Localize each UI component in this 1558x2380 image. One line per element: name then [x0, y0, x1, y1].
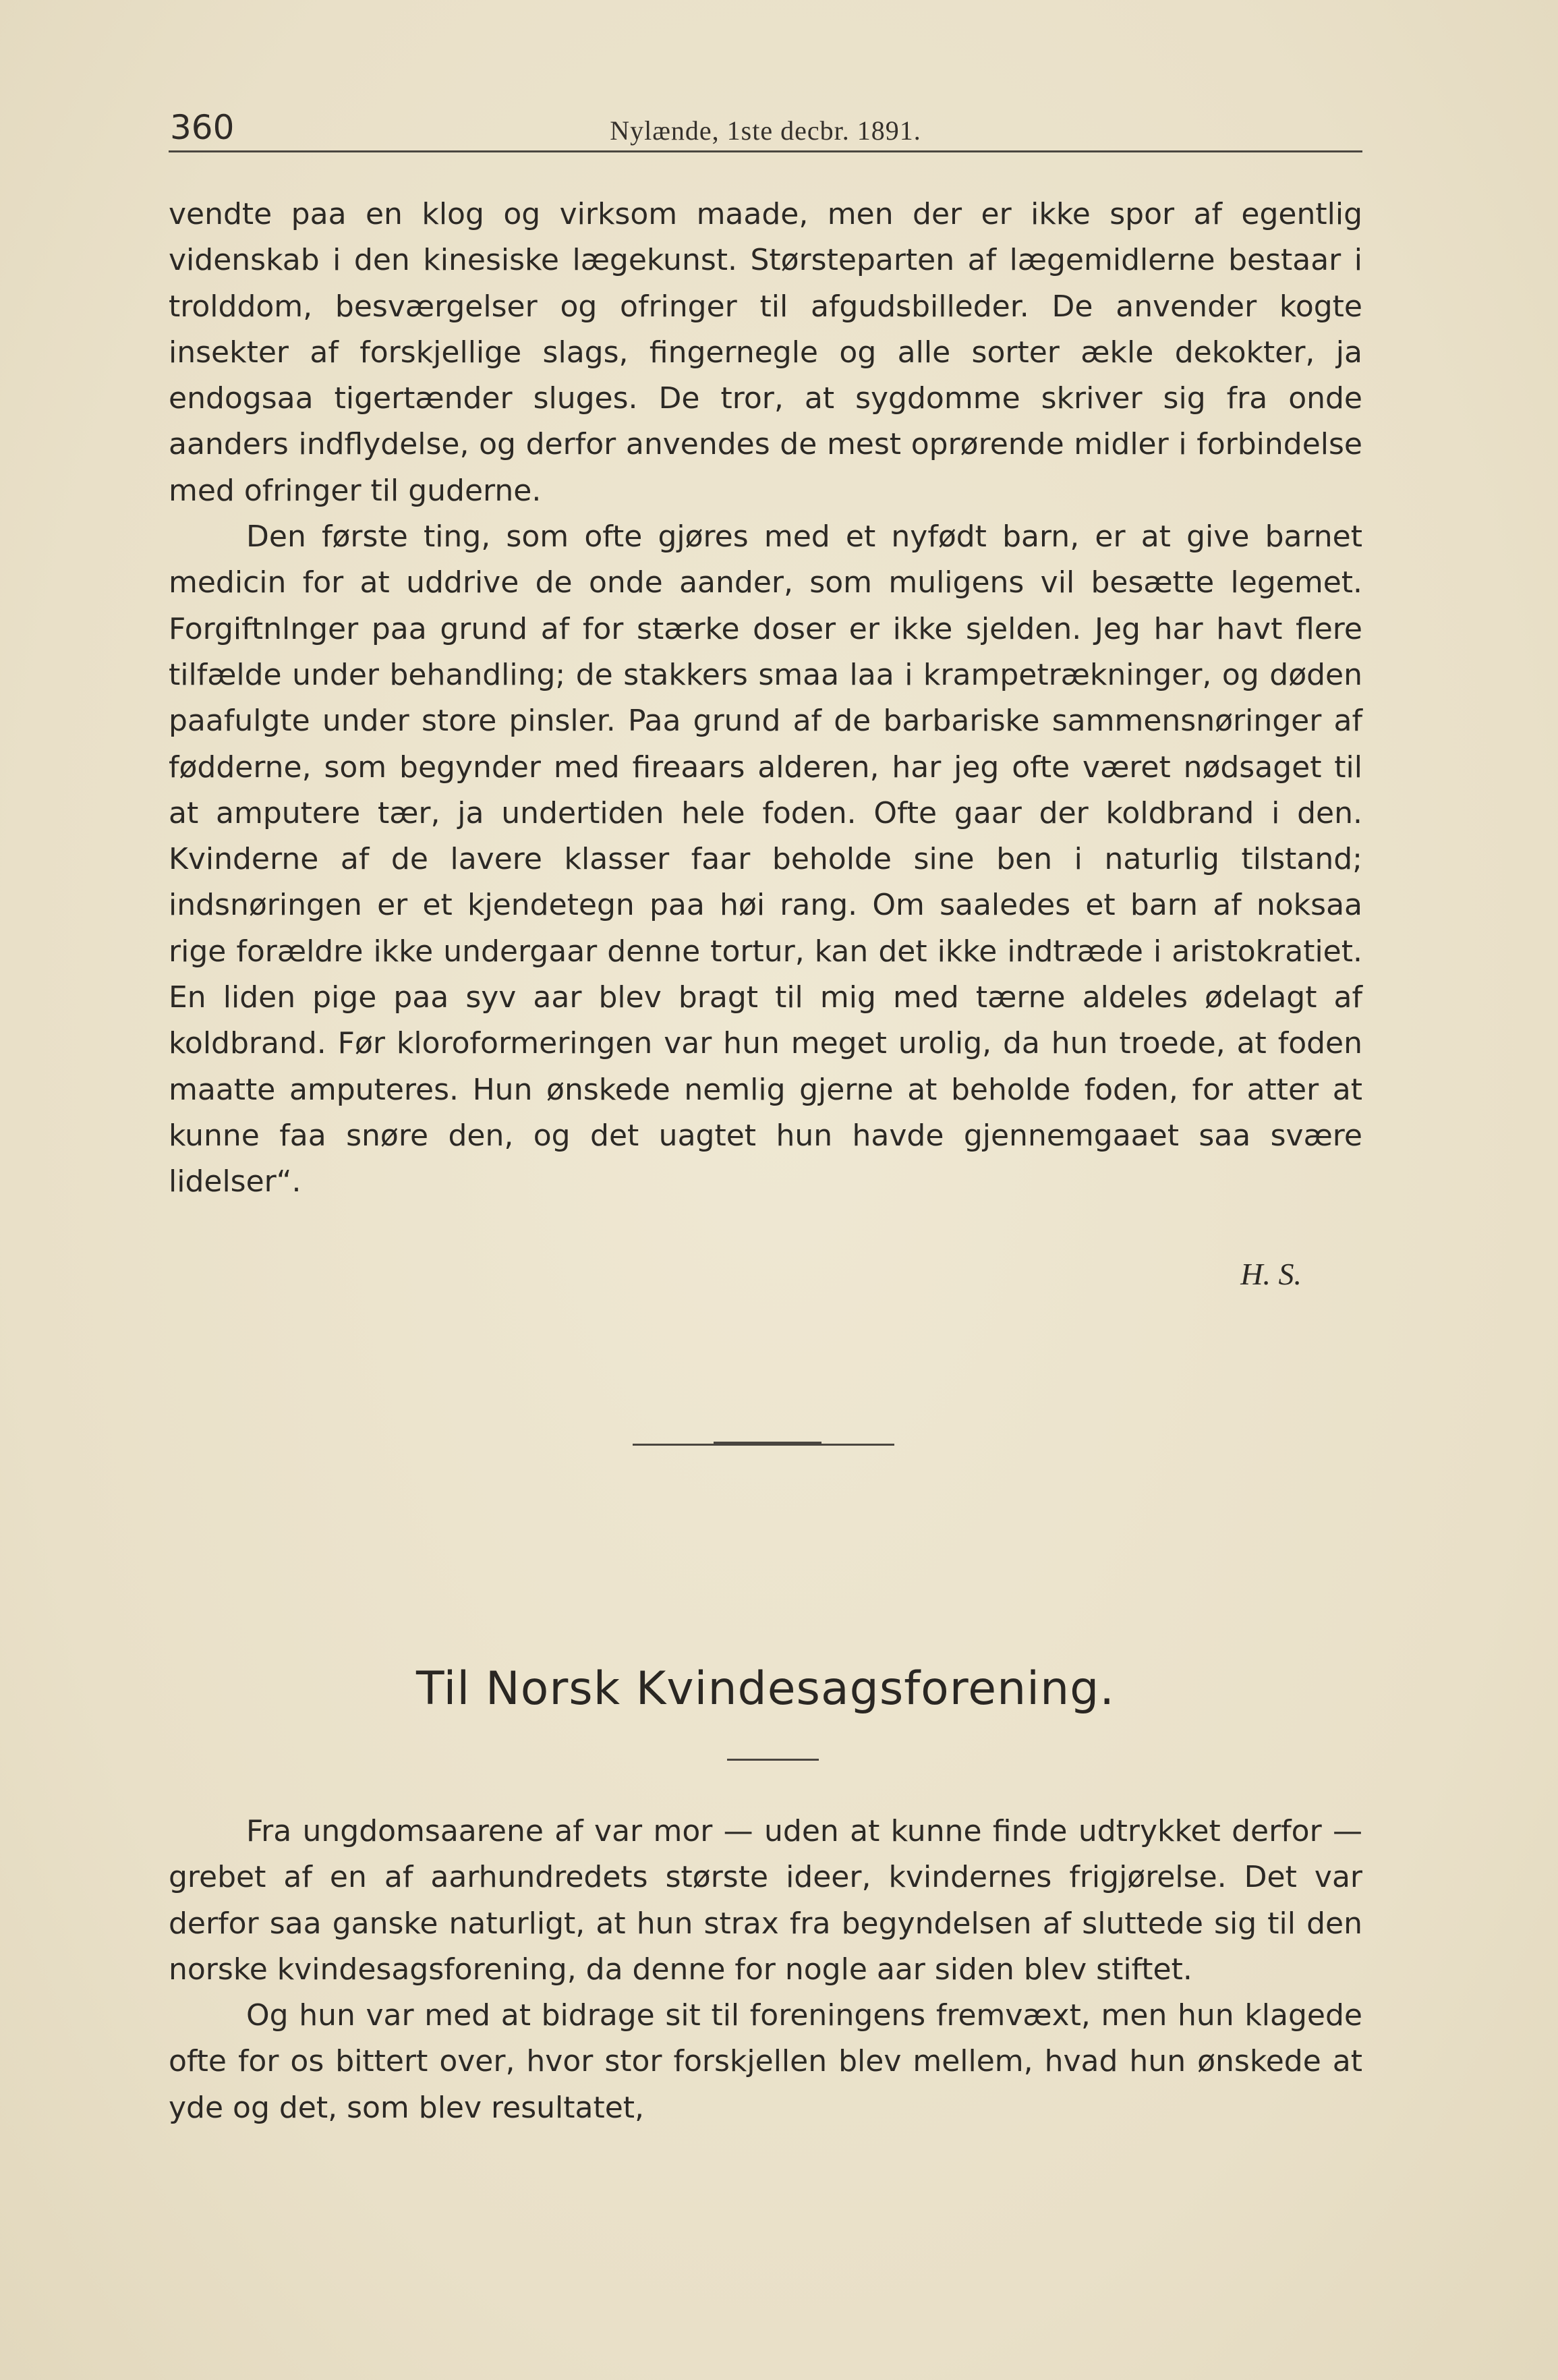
paragraph: Fra ungdomsaarene af var mor — uden at kunne finde udtrykket derfor — grebet af en af aarhundredets største ideer, kvindernes frigjørelse. Det var derfor saa ganske naturligt, at hun strax fra begyndelsen af sluttede sig til den norske kvindesagsforening, da denne for nogle aar siden blev stiftet. — [169, 1814, 1362, 1987]
paragraph: Og hun var med at bidrage sit til foreningens fremvæxt, men hun klagede ofte for os bittert over, hvor stor forskjellen blev mellem, hvad hun ønskede at yde og det, som blev resultatet, — [169, 1998, 1362, 2125]
header-rule — [169, 150, 1362, 152]
section-title: Til Norsk Kvindesagsforening. — [416, 1662, 1115, 1716]
running-head: Nylænde, 1ste decbr. 1891. — [610, 115, 921, 146]
signature: H. S. — [1240, 1257, 1302, 1291]
section-body — [169, 1809, 1362, 2131]
paragraph: Den første ting, som ofte gjøres med et nyfødt barn, er at give barnet medicin for at uddrive de onde aander, som muligens vil besætte legemet. Forgiftnlnger paa grund af for stærke doser er ikke sjelden. Jeg har havt flere tilfælde under behandling; de stakkers smaa laa i krampetrækninger, og døden paafulgte under store pinsler. Paa grund af de barbariske sammensnøringer af fødderne, som begynder med fireaars alderen, har jeg ofte været nødsaget til at amputere tær, ja undertiden hele foden. Ofte gaar der koldbrand i den. Kvinderne af de lavere klasser faar beholde sine ben i naturlig tilstand; indsnøringen er et kjendetegn paa høi rang. Om saaledes et barn af noksaa rige forældre ikke undergaar denne tortur, kan det ikke indtræde i aristokratiet. En liden pige paa syv aar blev bragt til mig med tærne aldeles ødelagt af koldbrand. Før kloroformeringen var hun meget urolig, da hun troede, at foden maatte amputeres. Hun ønskede nemlig gjerne at beholde foden, for atter at kunne faa snøre den, og det uagtet hun havde gjennemgaaet saa svære lidelser“. — [169, 519, 1362, 1199]
page-number: 360 — [170, 108, 235, 147]
paragraph: vendte paa en klog og virksom maade, men der er ikke spor af egentlig videnskab i den kinesiske lægekunst. Størsteparten af lægemidlerne bestaar i trolddom, besværgelser og ofringer til afgudsbilleder. De anvender kogte insekter af forskjellige slags, fingernegle og alle sorter ækle dekokter, ja endogsaa tigertænder sluges. De tror, at sygdomme skriver sig fra onde aanders indflydelse, og derfor anvendes de mest oprørende midler i forbindelse med ofringer til guderne. — [169, 197, 1362, 508]
article-body — [169, 192, 1362, 1206]
page-header — [169, 107, 1362, 154]
title-rule — [727, 1759, 819, 1761]
section-divider-center — [714, 1442, 821, 1446]
